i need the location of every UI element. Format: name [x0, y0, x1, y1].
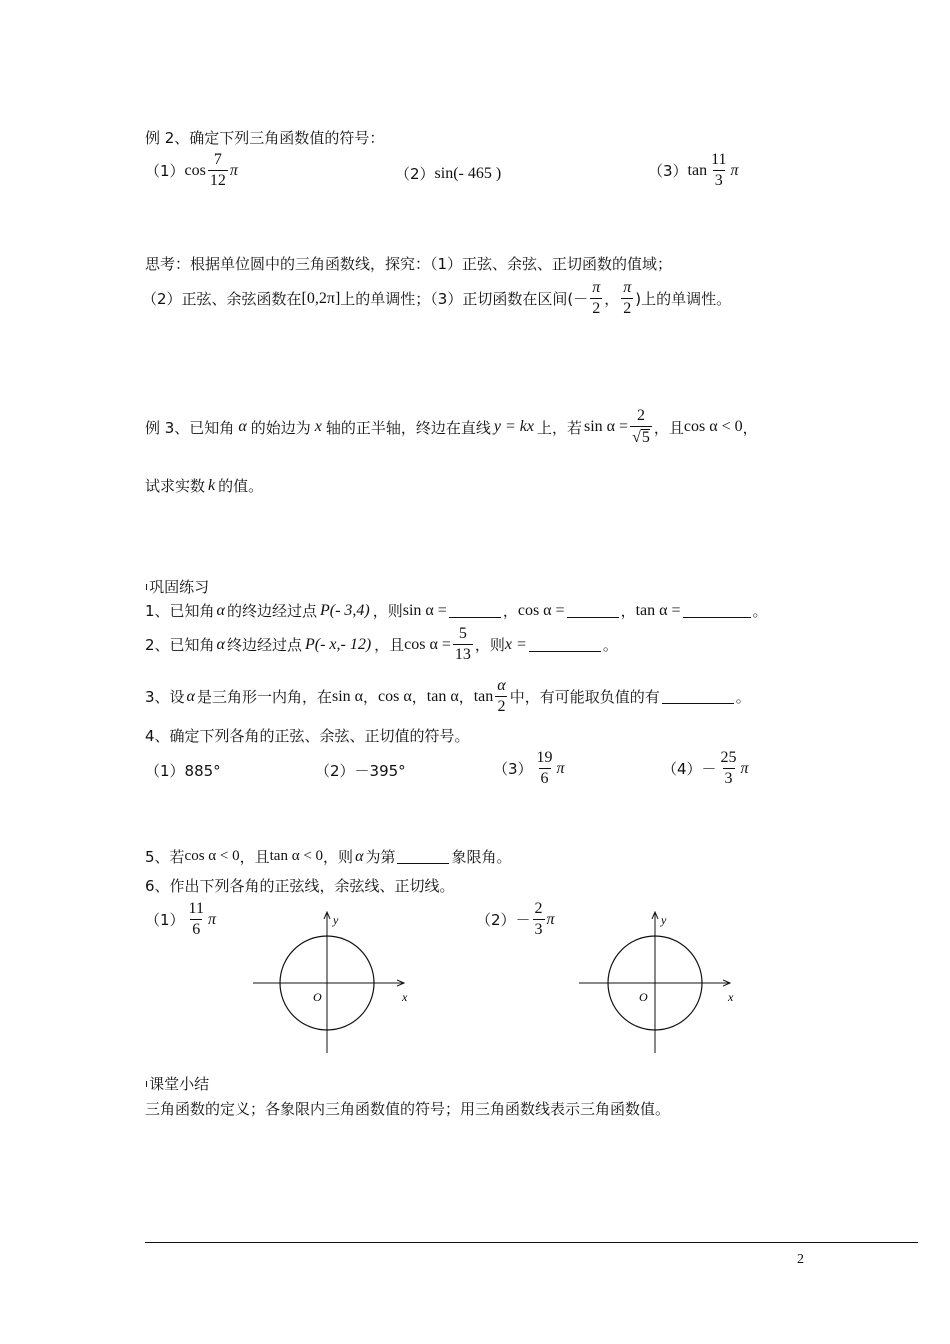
practice-q4-item-1: （1）885°: [145, 762, 221, 780]
unit-circle-figure-1: [245, 905, 420, 1060]
practice-q4-item-3: （3） $\frac{19}{6}$ π: [493, 749, 565, 787]
fraction-7-12: $\frac{7}{12}$: [209, 151, 226, 189]
fraction-5-13: $\frac{5}{13}$: [454, 625, 471, 663]
x-axis-label: x: [728, 990, 734, 1004]
fraction-2-3: $\frac{2}{3}$: [534, 900, 543, 938]
practice-q5: 5、若 cos α < 0 ，且 tan α < 0 ，则 α 为第 象限角。: [145, 847, 512, 866]
y-axis-label: y: [661, 913, 667, 927]
answer-blank[interactable]: [449, 603, 501, 618]
example2-item-3: （3） tan $\frac{11}{3}$ π: [648, 151, 739, 189]
fraction-alpha-over-2: $\frac{\alpha}{2}$: [497, 677, 506, 715]
footer-rule: [145, 1242, 918, 1243]
answer-blank[interactable]: [567, 603, 619, 618]
example2-item-1: （1） cos $\frac{7}{12}$ π: [145, 151, 238, 189]
origin-label: O: [639, 990, 648, 1004]
answer-blank[interactable]: [397, 849, 449, 864]
example2-item-2: （2） sin(- 465 ): [395, 164, 502, 183]
fraction-19-6: $\frac{19}{6}$: [536, 749, 553, 787]
practice-q6-figure-1-label: （1） $\frac{11}{6}$ π: [145, 900, 216, 938]
page-number: 2: [797, 1252, 804, 1267]
summary-heading: ı 课堂小结: [145, 1075, 210, 1093]
fraction-2-over-root5: $\frac{2}{√5}$: [632, 407, 650, 446]
fraction-pi-over-2: $\frac{\pi}{2}$: [592, 279, 601, 317]
practice-q1: 1、已知角 α 的终边经过点 P(- 3,4) ，则 sin α = ， cos α = ， tan α = 。: [145, 601, 768, 620]
practice-q6-title: 6、作出下列各角的正弦线，余弦线、正切线。: [145, 877, 455, 895]
practice-heading: ı 巩固练习: [145, 578, 210, 596]
fraction-11-3: $\frac{11}{3}$: [711, 151, 727, 189]
practice-q4-item-4: （4）－ $\frac{25}{3}$ π: [662, 749, 749, 787]
origin-label: O: [313, 990, 322, 1004]
bullet-icon: ı: [145, 580, 149, 593]
summary-text: 三角函数的定义；各象限内三角函数值的符号；用三角函数线表示三角函数值。: [145, 1100, 671, 1118]
practice-q4-item-2: （2）－395°: [315, 762, 406, 780]
x-axis-label: x: [402, 990, 408, 1004]
practice-q6-figure-2-label: （2）－ $\frac{2}{3}$ π: [476, 900, 555, 938]
answer-blank[interactable]: [683, 603, 751, 618]
example3-line-1: 例 3、已知角 α 的始边为 x 轴的正半轴，终边在直线 y = kx 上，若 sin α = $\frac{2}{√5}$ ，且 cos α < 0 ，: [145, 407, 758, 446]
example3-line-2: 试求实数 k 的值。: [145, 476, 264, 495]
example2-title: 例 2、确定下列三角函数值的符号：: [145, 129, 385, 147]
fraction-25-3: $\frac{25}{3}$: [720, 749, 737, 787]
think-line-2: （2）正弦、余弦函数在 [0,2π] 上的单调性；（3）正切函数在区间(－ $\frac{\pi}{2}$ ， $\frac{\pi}{2}$ )上的单调性。: [142, 279, 732, 317]
practice-q3: 3、设 α 是三角形一内角，在 sin α ， cos α ， tan α ， tan $\frac{\alpha}{2}$ 中，有可能取负值的有 。: [145, 677, 751, 715]
fraction-11-6: $\frac{11}{6}$: [188, 900, 204, 938]
fraction-pi-over-2: $\frac{\pi}{2}$: [623, 279, 632, 317]
practice-q2: 2、已知角 α 终边经过点 P(- x,- 12) ，且 cos α = $\frac{5}{13}$ ，则 x = 。: [145, 625, 618, 663]
answer-blank[interactable]: [662, 689, 734, 704]
answer-blank[interactable]: [529, 637, 601, 652]
practice-q4-title: 4、确定下列各角的正弦、余弦、正切值的符号。: [145, 727, 470, 745]
think-line-1: 思考：根据单位圆中的三角函数线，探究：（1）正弦、余弦、正切函数的值域；: [145, 255, 673, 273]
bullet-icon: ı: [145, 1077, 149, 1090]
unit-circle-figure-2: [573, 905, 748, 1060]
y-axis-label: y: [333, 913, 339, 927]
